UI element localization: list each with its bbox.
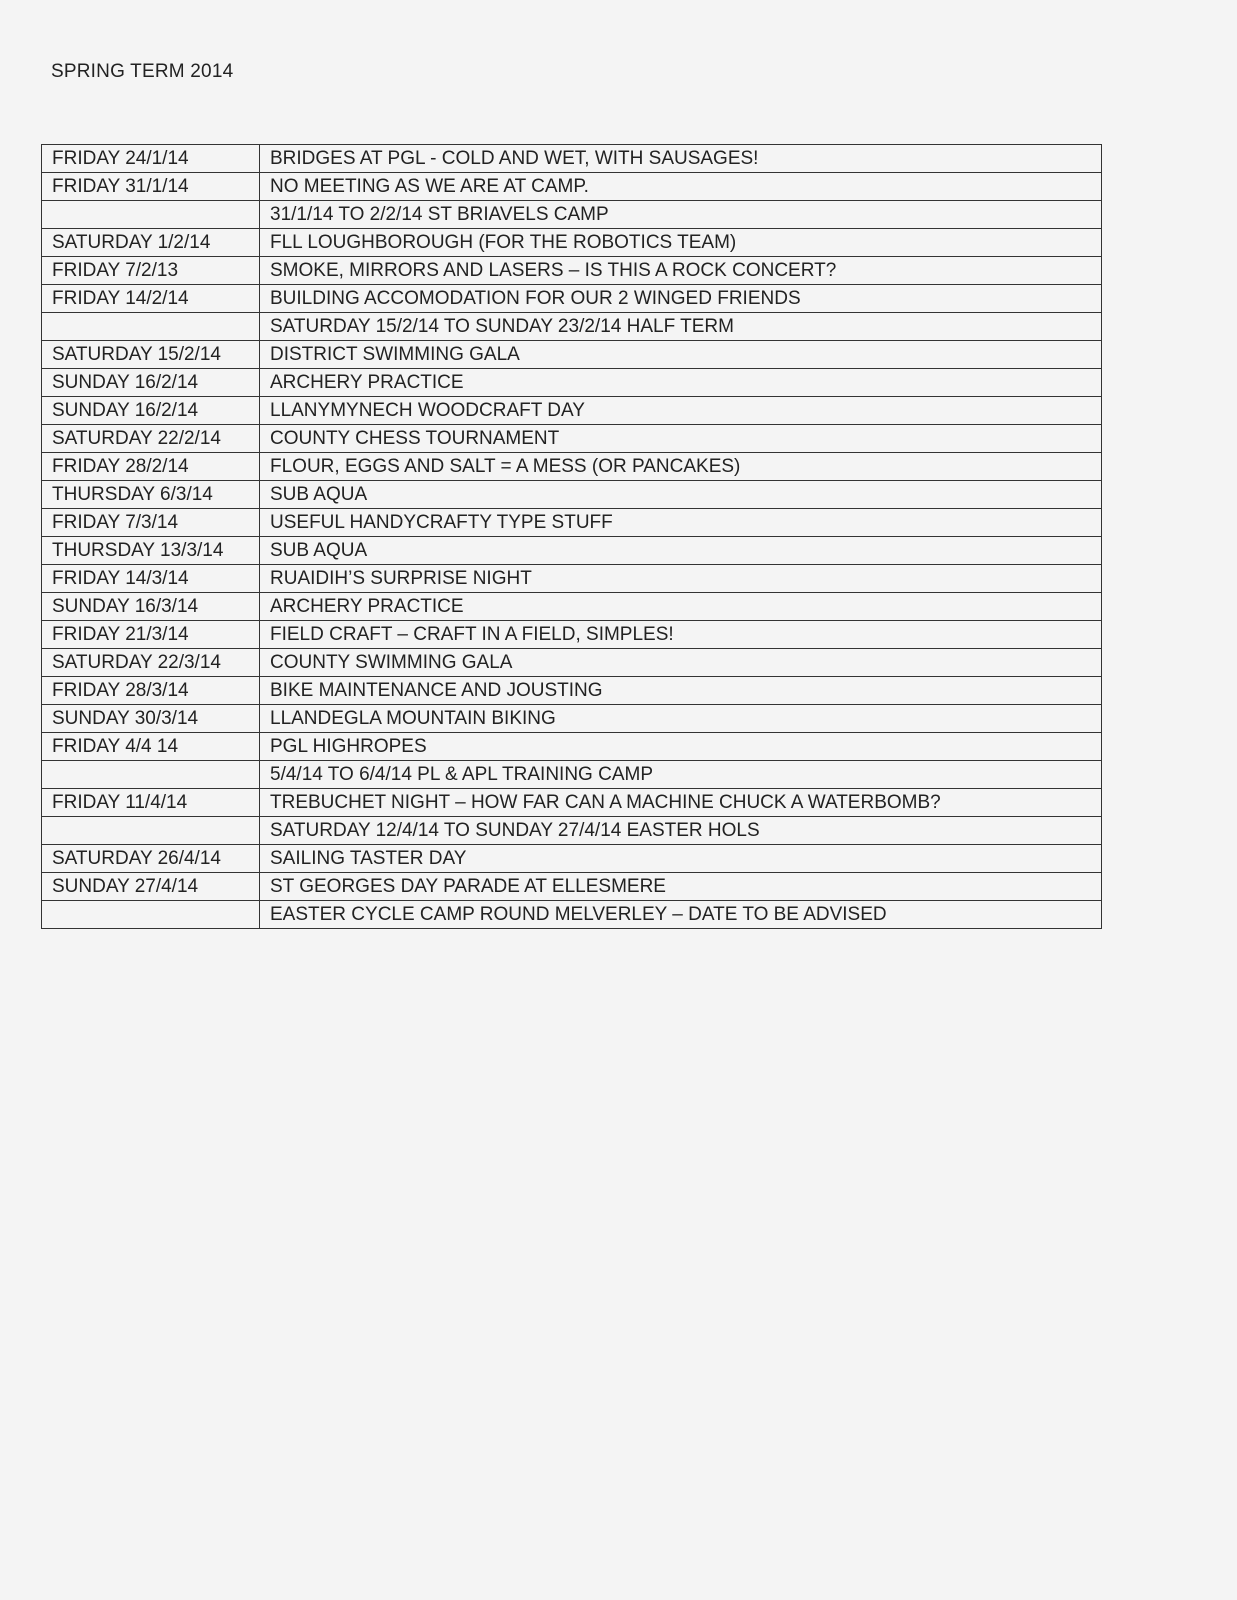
date-cell: SUNDAY 27/4/14 xyxy=(42,873,260,901)
table-row xyxy=(42,621,1102,649)
table-row xyxy=(42,873,1102,901)
date-cell xyxy=(42,761,260,789)
event-cell: SMOKE, MIRRORS AND LASERS – IS THIS A ROCK CONCERT? xyxy=(260,257,1102,285)
event-cell: BUILDING ACCOMODATION FOR OUR 2 WINGED FRIENDS xyxy=(260,285,1102,313)
table-row xyxy=(42,313,1102,341)
table-row xyxy=(42,901,1102,929)
event-cell: BIKE MAINTENANCE AND JOUSTING xyxy=(260,677,1102,705)
schedule-body xyxy=(42,145,1102,929)
table-row xyxy=(42,453,1102,481)
date-cell: THURSDAY 6/3/14 xyxy=(42,481,260,509)
event-cell: PGL HIGHROPES xyxy=(260,733,1102,761)
table-row xyxy=(42,565,1102,593)
event-cell: LLANYMYNECH WOODCRAFT DAY xyxy=(260,397,1102,425)
table-row xyxy=(42,509,1102,537)
date-cell: SATURDAY 22/2/14 xyxy=(42,425,260,453)
date-cell: FRIDAY 7/2/13 xyxy=(42,257,260,285)
event-cell: ARCHERY PRACTICE xyxy=(260,593,1102,621)
date-cell xyxy=(42,201,260,229)
event-cell: COUNTY SWIMMING GALA xyxy=(260,649,1102,677)
date-cell: SUNDAY 16/3/14 xyxy=(42,593,260,621)
date-cell: SATURDAY 26/4/14 xyxy=(42,845,260,873)
event-cell: EASTER CYCLE CAMP ROUND MELVERLEY – DATE TO BE ADVISED xyxy=(260,901,1102,929)
schedule-table xyxy=(41,144,1102,929)
table-row xyxy=(42,229,1102,257)
table-row xyxy=(42,593,1102,621)
event-cell: SUB AQUA xyxy=(260,537,1102,565)
table-row xyxy=(42,733,1102,761)
date-cell: FRIDAY 31/1/14 xyxy=(42,173,260,201)
table-row xyxy=(42,369,1102,397)
event-cell: TREBUCHET NIGHT – HOW FAR CAN A MACHINE CHUCK A WATERBOMB? xyxy=(260,789,1102,817)
table-row xyxy=(42,649,1102,677)
table-row xyxy=(42,425,1102,453)
date-cell: FRIDAY 28/3/14 xyxy=(42,677,260,705)
table-row xyxy=(42,481,1102,509)
event-cell: ST GEORGES DAY PARADE AT ELLESMERE xyxy=(260,873,1102,901)
date-cell: FRIDAY 21/3/14 xyxy=(42,621,260,649)
table-row xyxy=(42,705,1102,733)
date-cell: FRIDAY 11/4/14 xyxy=(42,789,260,817)
table-row xyxy=(42,173,1102,201)
event-cell: FLOUR, EGGS AND SALT = A MESS (OR PANCAKES) xyxy=(260,453,1102,481)
table-row xyxy=(42,145,1102,173)
table-row xyxy=(42,789,1102,817)
event-cell: NO MEETING AS WE ARE AT CAMP. xyxy=(260,173,1102,201)
event-cell: FLL LOUGHBOROUGH (FOR THE ROBOTICS TEAM) xyxy=(260,229,1102,257)
date-cell xyxy=(42,901,260,929)
event-cell: BRIDGES AT PGL - COLD AND WET, WITH SAUSAGES! xyxy=(260,145,1102,173)
date-cell: SATURDAY 15/2/14 xyxy=(42,341,260,369)
page-title: SPRING TERM 2014 xyxy=(51,61,234,82)
table-row xyxy=(42,817,1102,845)
table-row xyxy=(42,285,1102,313)
event-cell: RUAIDIH’S SURPRISE NIGHT xyxy=(260,565,1102,593)
date-cell: SATURDAY 22/3/14 xyxy=(42,649,260,677)
date-cell: SUNDAY 30/3/14 xyxy=(42,705,260,733)
date-cell: FRIDAY 14/3/14 xyxy=(42,565,260,593)
table-row xyxy=(42,257,1102,285)
event-cell: DISTRICT SWIMMING GALA xyxy=(260,341,1102,369)
event-cell: 31/1/14 TO 2/2/14 ST BRIAVELS CAMP xyxy=(260,201,1102,229)
table-row xyxy=(42,397,1102,425)
date-cell: FRIDAY 7/3/14 xyxy=(42,509,260,537)
date-cell: FRIDAY 24/1/14 xyxy=(42,145,260,173)
table-row xyxy=(42,761,1102,789)
date-cell: SATURDAY 1/2/14 xyxy=(42,229,260,257)
date-cell: SUNDAY 16/2/14 xyxy=(42,369,260,397)
date-cell: FRIDAY 28/2/14 xyxy=(42,453,260,481)
event-cell: SATURDAY 12/4/14 TO SUNDAY 27/4/14 EASTER HOLS xyxy=(260,817,1102,845)
date-cell: THURSDAY 13/3/14 xyxy=(42,537,260,565)
table-row xyxy=(42,201,1102,229)
table-row xyxy=(42,677,1102,705)
date-cell: FRIDAY 4/4 14 xyxy=(42,733,260,761)
event-cell: SATURDAY 15/2/14 TO SUNDAY 23/2/14 HALF TERM xyxy=(260,313,1102,341)
table-row xyxy=(42,341,1102,369)
date-cell: SUNDAY 16/2/14 xyxy=(42,397,260,425)
event-cell: USEFUL HANDYCRAFTY TYPE STUFF xyxy=(260,509,1102,537)
event-cell: ARCHERY PRACTICE xyxy=(260,369,1102,397)
date-cell: FRIDAY 14/2/14 xyxy=(42,285,260,313)
event-cell: SUB AQUA xyxy=(260,481,1102,509)
event-cell: COUNTY CHESS TOURNAMENT xyxy=(260,425,1102,453)
date-cell xyxy=(42,313,260,341)
event-cell: SAILING TASTER DAY xyxy=(260,845,1102,873)
table-row xyxy=(42,845,1102,873)
date-cell xyxy=(42,817,260,845)
event-cell: LLANDEGLA MOUNTAIN BIKING xyxy=(260,705,1102,733)
event-cell: 5/4/14 TO 6/4/14 PL & APL TRAINING CAMP xyxy=(260,761,1102,789)
event-cell: FIELD CRAFT – CRAFT IN A FIELD, SIMPLES! xyxy=(260,621,1102,649)
table-row xyxy=(42,537,1102,565)
